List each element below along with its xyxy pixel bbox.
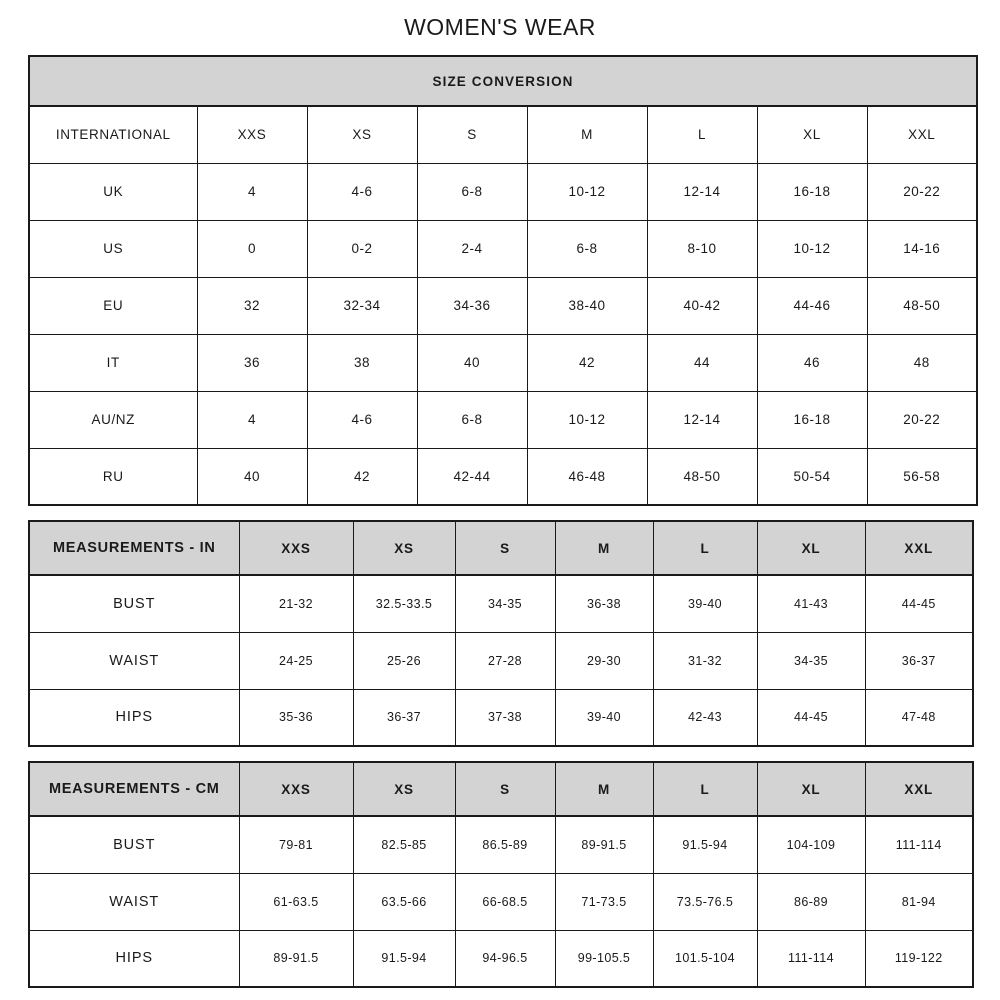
table-cell: 29-30 (555, 632, 653, 689)
table-cell: 81-94 (865, 873, 973, 930)
conversion-header-cell: M (527, 106, 647, 163)
measurements-inches-header-cell: M (555, 521, 653, 575)
conversion-banner-label: SIZE CONVERSION (29, 56, 977, 106)
page-title: WOMEN'S WEAR (404, 14, 596, 40)
table-cell: 32 (197, 277, 307, 334)
conversion-header-cell: XXL (867, 106, 977, 163)
table-cell: 119-122 (865, 930, 973, 987)
measurements-inches-table (28, 520, 974, 747)
table-cell: 4-6 (307, 163, 417, 220)
row-label: EU (29, 277, 197, 334)
table-cell: 21-32 (239, 575, 353, 632)
table-cell: 101.5-104 (653, 930, 757, 987)
table-cell: 16-18 (757, 391, 867, 448)
table-row (29, 632, 973, 689)
table-cell: 71-73.5 (555, 873, 653, 930)
row-label: WAIST (29, 873, 239, 930)
table-cell: 14-16 (867, 220, 977, 277)
table-cell: 40-42 (647, 277, 757, 334)
table-cell: 46-48 (527, 448, 647, 505)
table-cell: 10-12 (527, 391, 647, 448)
table-cell: 40 (197, 448, 307, 505)
table-cell: 40 (417, 334, 527, 391)
table-cell: 32.5-33.5 (353, 575, 455, 632)
table-cell: 36-37 (353, 689, 455, 746)
size-conversion-table (28, 55, 978, 506)
table-cell: 44 (647, 334, 757, 391)
measurements-cm-header-row (29, 762, 973, 816)
table-cell: 36-37 (865, 632, 973, 689)
table-cell: 6-8 (527, 220, 647, 277)
table-cell: 73.5-76.5 (653, 873, 757, 930)
table-cell: 48 (867, 334, 977, 391)
conversion-banner-row (29, 56, 977, 106)
table-cell: 39-40 (653, 575, 757, 632)
table-cell: 82.5-85 (353, 816, 455, 873)
table-cell: 94-96.5 (455, 930, 555, 987)
table-cell: 91.5-94 (353, 930, 455, 987)
table-row (29, 277, 977, 334)
table-cell: 79-81 (239, 816, 353, 873)
table-cell: 6-8 (417, 163, 527, 220)
table-cell: 44-45 (757, 689, 865, 746)
table-cell: 91.5-94 (653, 816, 757, 873)
table-cell: 12-14 (647, 163, 757, 220)
table-row (29, 163, 977, 220)
table-cell: 99-105.5 (555, 930, 653, 987)
table-cell: 42 (527, 334, 647, 391)
table-cell: 42 (307, 448, 417, 505)
conversion-header-cell: XL (757, 106, 867, 163)
table-cell: 46 (757, 334, 867, 391)
measurements-inches-header-cell: L (653, 521, 757, 575)
measurements-inches-header-cell: XXL (865, 521, 973, 575)
table-cell: 50-54 (757, 448, 867, 505)
table-cell: 42-43 (653, 689, 757, 746)
table-cell: 89-91.5 (555, 816, 653, 873)
table-cell: 34-36 (417, 277, 527, 334)
table-cell: 34-35 (757, 632, 865, 689)
table-cell: 86-89 (757, 873, 865, 930)
conversion-header-cell: XS (307, 106, 417, 163)
row-label: IT (29, 334, 197, 391)
table-row (29, 689, 973, 746)
table-cell: 4 (197, 163, 307, 220)
table-cell: 36-38 (555, 575, 653, 632)
table-cell: 37-38 (455, 689, 555, 746)
row-label: HIPS (29, 689, 239, 746)
conversion-header-cell: INTERNATIONAL (29, 106, 197, 163)
measurements-cm-header-cell: XXS (239, 762, 353, 816)
table-cell: 4-6 (307, 391, 417, 448)
table-cell: 2-4 (417, 220, 527, 277)
table-cell: 61-63.5 (239, 873, 353, 930)
table-row (29, 575, 973, 632)
measurements-cm-header-cell: S (455, 762, 555, 816)
table-cell: 35-36 (239, 689, 353, 746)
row-label: WAIST (29, 632, 239, 689)
measurements-cm-header-cell: XS (353, 762, 455, 816)
measurements-inches-header-cell: S (455, 521, 555, 575)
table-cell: 34-35 (455, 575, 555, 632)
table-row (29, 816, 973, 873)
measurements-cm-title: MEASUREMENTS - CM (29, 762, 239, 816)
table-cell: 16-18 (757, 163, 867, 220)
table-cell: 48-50 (647, 448, 757, 505)
conversion-header-cell: XXS (197, 106, 307, 163)
table-cell: 56-58 (867, 448, 977, 505)
row-label: US (29, 220, 197, 277)
conversion-header-row (29, 106, 977, 163)
table-cell: 32-34 (307, 277, 417, 334)
measurements-cm-header-cell: M (555, 762, 653, 816)
table-row (29, 448, 977, 505)
table-cell: 47-48 (865, 689, 973, 746)
table-row (29, 334, 977, 391)
measurements-cm-header-cell: L (653, 762, 757, 816)
measurements-inches-header-cell: XXS (239, 521, 353, 575)
table-cell: 48-50 (867, 277, 977, 334)
measurements-inches-title: MEASUREMENTS - IN (29, 521, 239, 575)
table-cell: 12-14 (647, 391, 757, 448)
measurements-cm-table (28, 761, 974, 988)
table-cell: 44-45 (865, 575, 973, 632)
table-cell: 38-40 (527, 277, 647, 334)
table-row (29, 930, 973, 987)
row-label: BUST (29, 816, 239, 873)
measurements-cm-header-cell: XXL (865, 762, 973, 816)
table-cell: 42-44 (417, 448, 527, 505)
table-cell: 89-91.5 (239, 930, 353, 987)
table-cell: 39-40 (555, 689, 653, 746)
table-cell: 25-26 (353, 632, 455, 689)
table-cell: 8-10 (647, 220, 757, 277)
table-cell: 36 (197, 334, 307, 391)
row-label: RU (29, 448, 197, 505)
table-cell: 20-22 (867, 163, 977, 220)
table-row (29, 391, 977, 448)
table-cell: 41-43 (757, 575, 865, 632)
table-cell: 10-12 (527, 163, 647, 220)
conversion-header-cell: L (647, 106, 757, 163)
measurements-inches-header-cell: XL (757, 521, 865, 575)
table-cell: 24-25 (239, 632, 353, 689)
table-cell: 0 (197, 220, 307, 277)
row-label: HIPS (29, 930, 239, 987)
table-cell: 104-109 (757, 816, 865, 873)
row-label: UK (29, 163, 197, 220)
table-cell: 86.5-89 (455, 816, 555, 873)
table-cell: 27-28 (455, 632, 555, 689)
conversion-header-cell: S (417, 106, 527, 163)
table-cell: 31-32 (653, 632, 757, 689)
table-cell: 10-12 (757, 220, 867, 277)
table-cell: 0-2 (307, 220, 417, 277)
row-label: AU/NZ (29, 391, 197, 448)
measurements-inches-header-cell: XS (353, 521, 455, 575)
table-cell: 44-46 (757, 277, 867, 334)
table-cell: 6-8 (417, 391, 527, 448)
row-label: BUST (29, 575, 239, 632)
measurements-inches-header-row (29, 521, 973, 575)
table-cell: 20-22 (867, 391, 977, 448)
table-cell: 111-114 (865, 816, 973, 873)
table-cell: 66-68.5 (455, 873, 555, 930)
table-row (29, 873, 973, 930)
table-cell: 4 (197, 391, 307, 448)
table-cell: 63.5-66 (353, 873, 455, 930)
table-row (29, 220, 977, 277)
table-cell: 38 (307, 334, 417, 391)
measurements-cm-header-cell: XL (757, 762, 865, 816)
table-cell: 111-114 (757, 930, 865, 987)
